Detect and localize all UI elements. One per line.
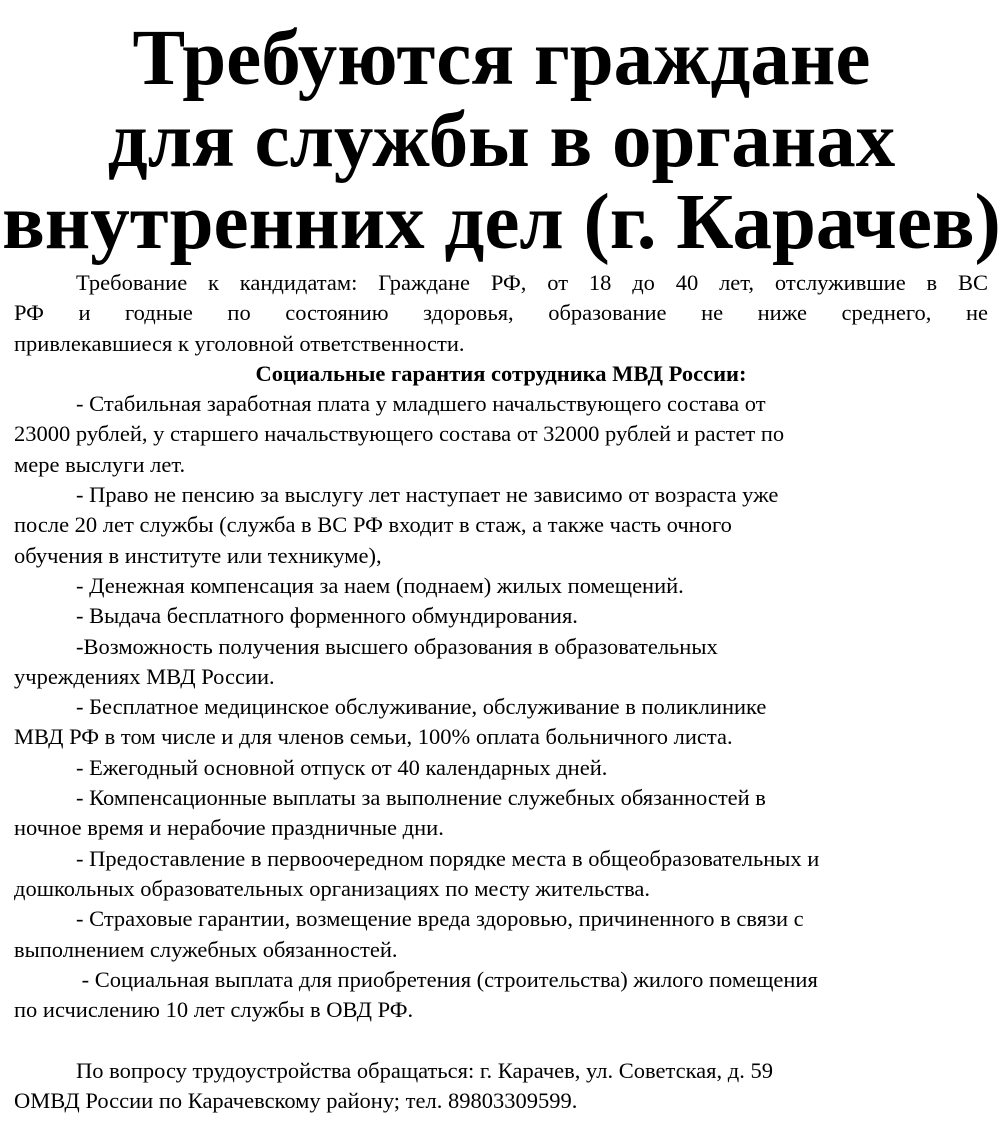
guarantee-item [14,601,988,631]
text-line: - Страховые гарантии, возмещение вреда здоровью, причиненного в связи с [76,906,804,932]
text-line: - Компенсационные выплаты за выполнение служебных обязанностей в [76,785,766,811]
text-line: По вопросу трудоустройства обращаться: г. Карачев, ул. Советская, д. 59 [76,1057,773,1083]
guarantees-heading: Социальные гарантия сотрудника МВД России: [255,360,747,386]
guarantee-item [14,480,988,571]
text-line: дошкольных образовательных организациях по месту жительства. [14,875,651,901]
text-line: - Бесплатное медицинское обслуживание, обслуживание в поликлинике [76,694,767,720]
text-line: МВД РФ в том числе и для членов семьи, 100% оплата больничного листа. [14,724,733,750]
text-line: после 20 лет службы (служба в ВС РФ входит в стаж, а также часть очного [14,512,732,538]
title-line: для службы в органах [107,97,896,184]
guarantees-list [14,389,988,1025]
text-line: -Возможность получения высшего образования в образовательных [76,633,718,659]
guarantee-item [14,692,988,753]
contact-paragraph [14,1056,988,1117]
text-line: ночное время и нерабочие праздничные дни. [14,815,444,841]
page-title [0,15,1003,266]
requirements-paragraph [14,268,988,359]
guarantee-item [14,844,988,905]
guarantee-item [14,632,988,693]
spacer [14,1025,988,1055]
title-line: внутренних дел (г. Карачев) [2,179,1001,266]
guarantee-item [14,965,988,1026]
text-line: обучения в институте или техникуме), [14,542,382,568]
text-line: ОМВД России по Карачевскому району; тел. 89803309599. [14,1088,578,1114]
guarantee-item [14,783,988,844]
text-line: - Стабильная заработная плата у младшего начальствующего состава от [76,391,766,417]
text-line: Требование к кандидатам: Граждане РФ, от 18 до 40 лет, отслужившие в ВС [76,270,988,295]
text-line: выполнением служебных обязанностей. [14,936,398,962]
guarantee-item [14,753,988,783]
text-line: 23000 рублей, у старшего начальствующего состава от 32000 рублей и растет по [14,421,785,447]
text-line: - Ежегодный основной отпуск от 40 календарных дней. [76,754,608,780]
guarantee-item [14,904,988,965]
guarantee-item [14,571,988,601]
text-line: - Социальная выплата для приобретения (строительства) жилого помещения [76,966,818,992]
text-line: привлекавшиеся к уголовной ответственности. [14,330,465,356]
text-line: - Право не пенсию за выслугу лет наступает не зависимо от возраста уже [76,482,779,508]
title-line: Требуются граждане [132,15,871,102]
text-line: РФ и годные по состоянию здоровья, образование не ниже среднего, не [14,300,988,326]
text-line: по исчислению 10 лет службы в ОВД РФ. [14,997,414,1023]
text-line: - Выдача бесплатного форменного обмундирования. [76,603,578,629]
text-line: - Предоставление в первоочередном порядке места в общеобразовательных и [76,845,820,871]
text-line: мере выслуги лет. [14,451,186,477]
text-line: - Денежная компенсация за наем (поднаем) жилых помещений. [76,572,684,598]
document-body [14,268,988,1116]
text-line: учреждениях МВД России. [14,663,275,689]
guarantee-item [14,389,988,480]
